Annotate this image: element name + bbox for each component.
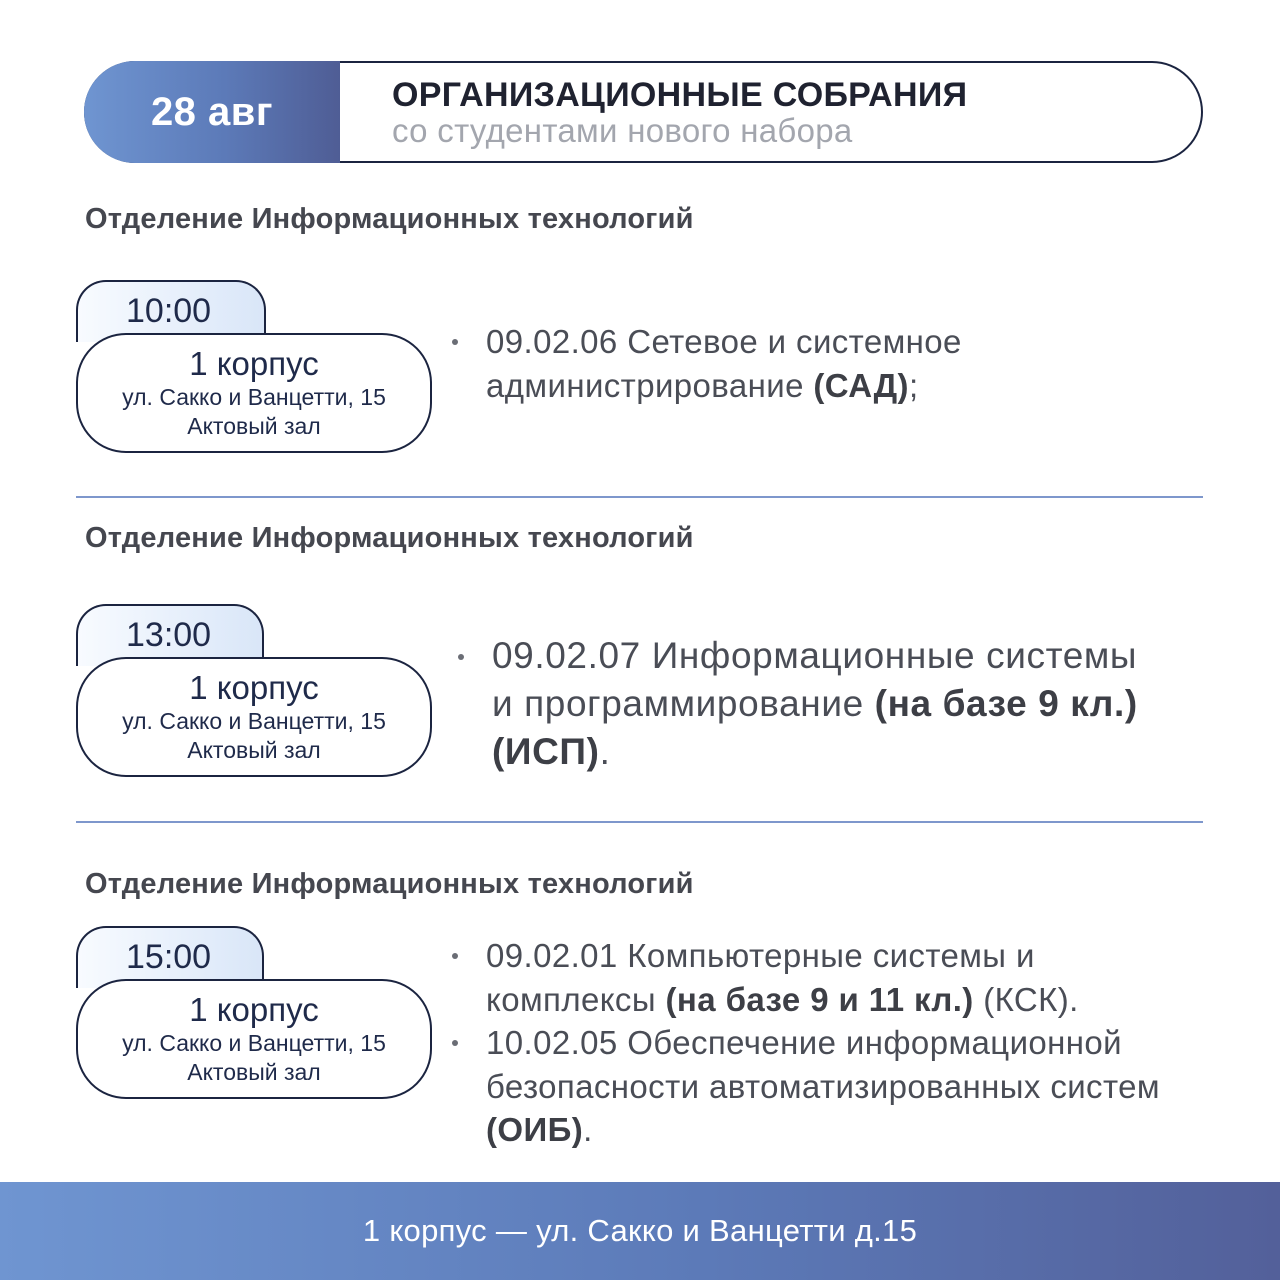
time-label: 13:00 xyxy=(76,604,264,666)
footer-address-bar: 1 корпус — ул. Сакко и Ванцетти д.15 xyxy=(0,1182,1280,1280)
department-title: Отделение Информационных технологий xyxy=(85,868,694,900)
department-title: Отделение Информационных технологий xyxy=(85,203,694,235)
event-date: 28 авг xyxy=(84,61,340,163)
program-list xyxy=(448,934,1178,1152)
hall-label: Актовый зал xyxy=(187,413,321,439)
program-item: 09.02.06 Сетевое и системное администрирование (САД); xyxy=(448,320,1068,408)
location-box xyxy=(76,657,432,777)
building-label: 1 корпус xyxy=(189,991,319,1028)
hall-label: Актовый зал xyxy=(187,1059,321,1085)
address-label: ул. Сакко и Ванцетти, 15 xyxy=(122,1030,386,1056)
section-divider xyxy=(76,496,1203,498)
page-subtitle: со студентами нового набора xyxy=(392,112,853,149)
address-label: ул. Сакко и Ванцетти, 15 xyxy=(122,384,386,410)
hall-label: Актовый зал xyxy=(187,737,321,763)
section-divider xyxy=(76,821,1203,823)
program-item: 09.02.01 Компьютерные системы и комплексы (на базе 9 и 11 кл.) (КСК). xyxy=(448,934,1178,1021)
time-label: 15:00 xyxy=(76,926,264,988)
header-text xyxy=(392,75,967,149)
header-banner xyxy=(84,61,1203,163)
location-box xyxy=(76,333,432,453)
program-list xyxy=(448,320,1068,408)
building-label: 1 корпус xyxy=(189,345,319,382)
address-label: ул. Сакко и Ванцетти, 15 xyxy=(122,708,386,734)
program-list xyxy=(454,632,1154,776)
program-item: 10.02.05 Обеспечение информационной безопасности автоматизированных систем (ОИБ). xyxy=(448,1021,1178,1152)
page-title: ОРГАНИЗАЦИОННЫЕ СОБРАНИЯ xyxy=(392,76,968,114)
location-box xyxy=(76,979,432,1099)
time-label: 10:00 xyxy=(76,280,266,342)
building-label: 1 корпус xyxy=(189,669,319,706)
department-title: Отделение Информационных технологий xyxy=(85,522,694,554)
program-item: 09.02.07 Информационные системы и программирование (на базе 9 кл.) (ИСП). xyxy=(454,632,1154,776)
